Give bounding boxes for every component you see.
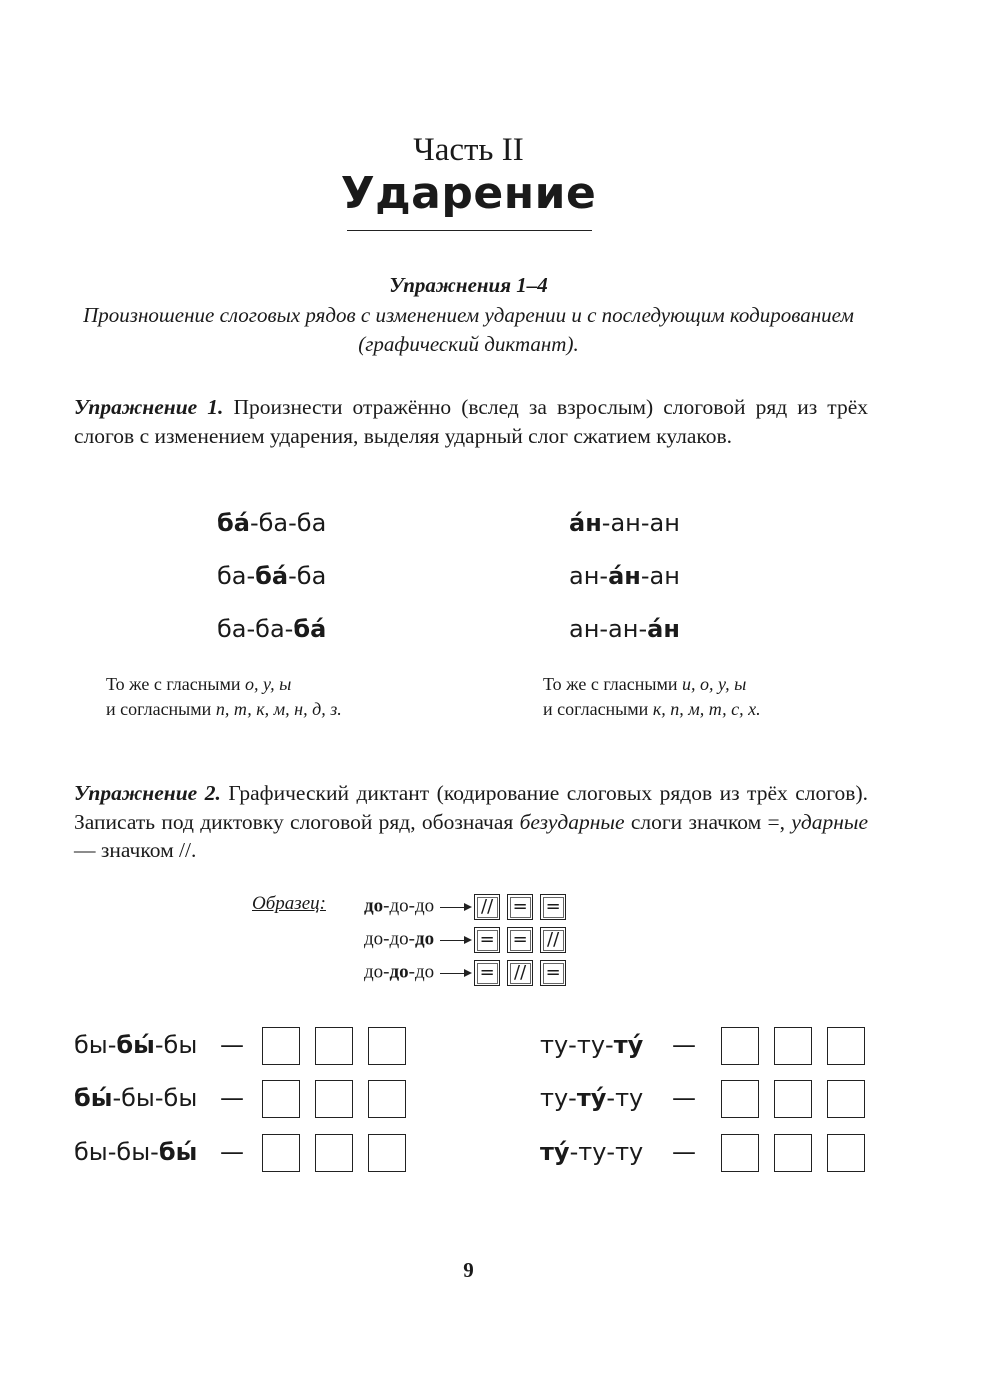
mark-box: // xyxy=(474,894,500,920)
mark-box: = xyxy=(540,894,566,920)
mark-box: = xyxy=(540,960,566,986)
answer-box[interactable] xyxy=(262,1080,300,1118)
stressed-syllable: а́н xyxy=(569,509,602,537)
exercise-group-description: Произношение слоговых рядов с изменением ударении и с последующим кодированием (графический диктант). xyxy=(83,303,854,356)
stressed-syllable: ту́ xyxy=(613,1031,644,1059)
syllable-row: а́н-ан-ан xyxy=(569,509,680,537)
dash: — xyxy=(220,1084,244,1112)
dictation-row: ту-ту-ту́ — xyxy=(540,1027,880,1065)
answer-box[interactable] xyxy=(368,1027,406,1065)
answer-box[interactable] xyxy=(827,1080,865,1118)
answer-box[interactable] xyxy=(774,1134,812,1172)
stressed-syllable: бы́ xyxy=(158,1138,198,1166)
arrow-icon xyxy=(440,973,470,974)
part-label: Часть II xyxy=(413,132,524,168)
arrow-icon xyxy=(440,940,470,941)
answer-box[interactable] xyxy=(774,1027,812,1065)
answer-box[interactable] xyxy=(827,1134,865,1172)
syllable-row: ба-ба-ба́ xyxy=(217,615,327,643)
sample-label: Образец: xyxy=(252,893,326,914)
answer-box[interactable] xyxy=(774,1080,812,1118)
dictation-row: ту-ту́-ту — xyxy=(540,1080,880,1118)
syllable-row: ба-ба́-ба xyxy=(217,562,327,590)
mark-box: = xyxy=(507,927,533,953)
exercise-1-note-right: То же с гласными и, о, у, ы и согласными к, п, м, т, с, х. xyxy=(543,674,761,719)
mark-box: = xyxy=(507,894,533,920)
syllable-row: ба́-ба-ба xyxy=(217,509,327,537)
stressed-syllable: ту́ xyxy=(540,1138,570,1166)
answer-box[interactable] xyxy=(368,1080,406,1118)
stressed-syllable: а́н xyxy=(608,562,641,590)
dash: — xyxy=(672,1031,696,1059)
exercise-1-right-column xyxy=(569,509,680,649)
mark-box: = xyxy=(474,960,500,986)
stressed-syllable: бы́ xyxy=(116,1031,155,1059)
stressed-syllable: ту́ xyxy=(576,1084,607,1112)
dictation-row: ту́-ту-ту — xyxy=(540,1134,880,1172)
exercise-1-left-column xyxy=(217,509,326,649)
stressed-syllable: бы́ xyxy=(74,1084,113,1112)
stressed-syllable: ба́ xyxy=(217,509,250,537)
dictation-row: бы-бы́-бы — xyxy=(74,1027,421,1065)
exercise-2-label: Упражнение 2. xyxy=(74,781,221,805)
answer-box[interactable] xyxy=(315,1134,353,1172)
answer-box[interactable] xyxy=(827,1027,865,1065)
sample-row: до-до-до = = // xyxy=(364,927,573,953)
dash: — xyxy=(672,1138,696,1166)
exercise-group-heading: Упражнения 1–4 xyxy=(389,273,548,297)
exercise-1-body: Произнести отражённо (вслед за взрослым) слоговой ряд из трёх слогов с изменением ударения, выделяя ударный слог сжатием кулаков. xyxy=(74,395,868,448)
answer-box[interactable] xyxy=(721,1080,759,1118)
syllable-row: ан-а́н-ан xyxy=(569,562,680,590)
mark-box: // xyxy=(540,927,566,953)
answer-box[interactable] xyxy=(262,1134,300,1172)
answer-box[interactable] xyxy=(721,1134,759,1172)
answer-box[interactable] xyxy=(721,1027,759,1065)
dictation-row: бы́-бы-бы — xyxy=(74,1080,421,1118)
stressed-syllable: ба́ xyxy=(293,615,327,643)
exercise-1-text xyxy=(74,393,868,450)
stressed-syllable: а́н xyxy=(647,615,680,643)
mark-box: // xyxy=(507,960,533,986)
sample-row: до-до-до // = = xyxy=(364,894,573,920)
dictation-row: бы-бы-бы́ — xyxy=(74,1134,421,1172)
answer-box[interactable] xyxy=(368,1134,406,1172)
arrow-icon xyxy=(440,907,470,908)
stressed-syllable: ба́ xyxy=(255,562,289,590)
answer-box[interactable] xyxy=(315,1027,353,1065)
answer-box[interactable] xyxy=(315,1080,353,1118)
dash: — xyxy=(672,1084,696,1112)
mark-box: = xyxy=(474,927,500,953)
dash: — xyxy=(220,1138,244,1166)
exercise-1-label: Упражнение 1. xyxy=(74,395,224,419)
title-divider xyxy=(347,230,592,231)
exercise-1-note-left: То же с гласными о, у, ы и согласными п, т, к, м, н, д, з. xyxy=(106,674,342,719)
sample-row: до-до-до = // = xyxy=(364,960,573,986)
exercise-2-text: Упражнение 2. Графический диктант (кодирование слоговых рядов из трёх слогов). Записать под диктовку слоговой ряд, обозначая безударные слоги значком =, ударные — значком //. xyxy=(74,781,868,862)
answer-box[interactable] xyxy=(262,1027,300,1065)
part-title: Ударение xyxy=(340,168,597,219)
syllable-row: ан-ан-а́н xyxy=(569,615,680,643)
dash: — xyxy=(220,1031,244,1059)
page-number: 9 xyxy=(463,1258,474,1282)
